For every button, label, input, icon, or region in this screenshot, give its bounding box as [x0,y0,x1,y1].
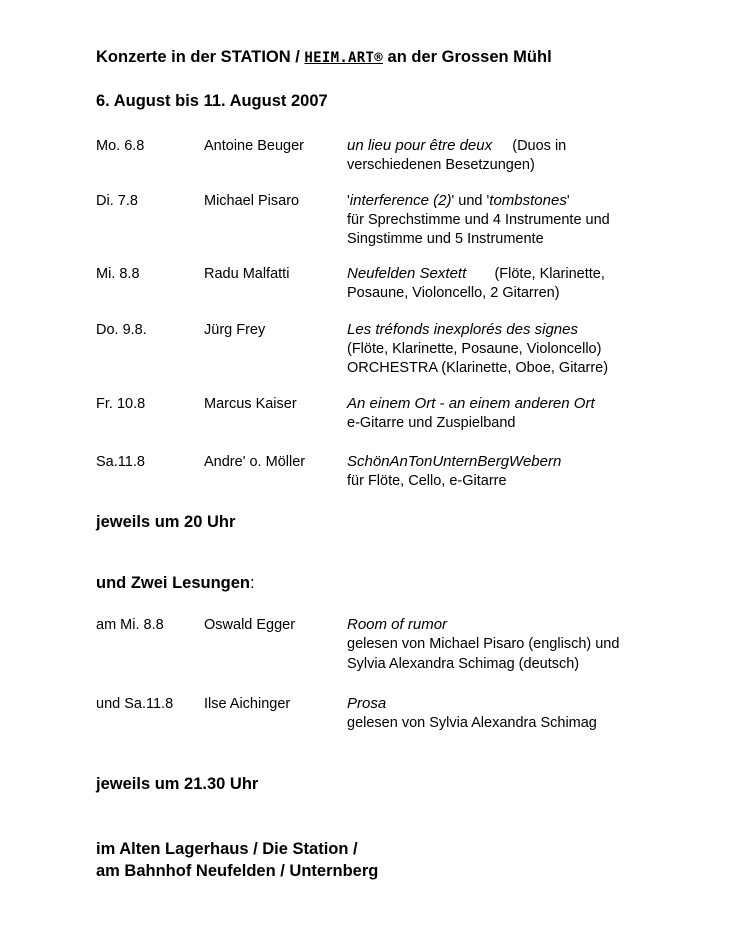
concert-description-line [347,341,601,357]
work-title: interference (2) [349,192,452,209]
work-title: Les tréfonds inexplorés des signes [347,321,578,338]
work-title: Prosa [347,695,387,712]
work-title: An einem Ort - an einem anderen Ort [347,395,595,412]
concert-description-line [347,321,578,338]
work-note: Sylvia Alexandra Schimag (deutsch) [347,656,580,672]
concert-artist: Michael Pisaro [204,193,300,209]
concert-description-line [347,473,507,489]
page-title [96,48,552,67]
concert-artist: Marcus Kaiser [204,396,297,412]
work-note: Singstimme und 5 Instrumente [347,231,544,247]
work-note: (Flöte, Klarinette, Posaune, Violoncello) [347,340,602,357]
work-note: für Sprechstimme und 4 Instrumente und [347,211,610,228]
readings-heading-colon: : [250,574,255,592]
reading-description-line [347,616,447,633]
work-note: ORCHESTRA (Klarinette, Oboe, Gitarre) [347,360,609,376]
work-note: (Flöte, Klarinette, [466,266,605,282]
concert-artist: Jürg Frey [204,322,266,338]
work-note: gelesen von Sylvia Alexandra Schimag [347,715,597,731]
work-note: Posaune, Violoncello, 2 Gitarren) [347,284,560,301]
work-title: SchönAnTonUnternBergWebern [347,453,562,470]
readings-heading [96,574,255,593]
concert-artist: Radu Malfatti [204,266,290,282]
concert-description-line [347,265,605,282]
reading-description-line [347,636,619,652]
work-title: un lieu pour être deux [347,137,493,154]
work-title: Neufelden Sextett [347,265,467,282]
concert-day: Do. 9.8. [96,322,147,338]
title-prefix: Konzerte in der STATION / [96,48,305,66]
concert-artist: Andre' o. Möller [204,454,306,470]
concert-time: jeweils um 20 Uhr [96,513,236,531]
work-note: ' und ' [451,193,490,209]
concert-description-line [347,212,610,228]
concert-description-line [347,285,560,301]
work-note: ' [566,193,570,209]
reading-author: Ilse Aichinger [204,696,291,712]
date-range: 6. August bis 11. August 2007 [96,92,328,110]
concert-description-line [347,395,595,412]
work-note: gelesen von Michael Pisaro (englisch) und [347,636,620,652]
work-title: tombstones [489,192,567,209]
venue-line-2: am Bahnhof Neufelden / Unternberg [96,862,379,880]
concert-description-line [347,453,561,470]
readings-heading-text: und Zwei Lesungen [96,574,251,592]
title-suffix: an der Grossen Mühl [382,48,552,66]
brand-logo-text: HEIM.ART® [304,50,383,66]
venue-line-1: im Alten Lagerhaus / Die Station / [96,840,358,858]
concert-artist: Antoine Beuger [204,138,304,154]
reading-day: am Mi. 8.8 [96,617,164,633]
concert-day: Mo. 6.8 [96,138,145,154]
reading-description-line [347,656,579,672]
reading-day: und Sa.11.8 [96,696,174,712]
work-note: für Flöte, Cello, e-Gitarre [347,472,507,489]
reading-description-line [347,715,597,731]
concert-description-line [347,415,515,431]
work-note: ' [347,193,350,209]
concert-day: Mi. 8.8 [96,266,140,282]
work-note: verschiedenen Besetzungen) [347,156,535,173]
concert-description-line [347,231,544,247]
work-note: (Duos in [492,138,567,154]
reading-description-line [347,695,386,712]
work-title: Room of rumor [347,616,448,633]
concert-description-line [347,360,608,376]
reading-author: Oswald Egger [204,617,296,633]
concert-day: Fr. 10.8 [96,396,146,412]
work-note: e-Gitarre und Zuspielband [347,414,516,431]
concert-description-line [347,157,535,173]
concert-day: Sa.11.8 [96,454,145,470]
reading-time: jeweils um 21.30 Uhr [96,775,259,793]
concert-description-line [347,192,570,209]
concert-day: Di. 7.8 [96,193,138,209]
concert-description-line [347,137,566,154]
